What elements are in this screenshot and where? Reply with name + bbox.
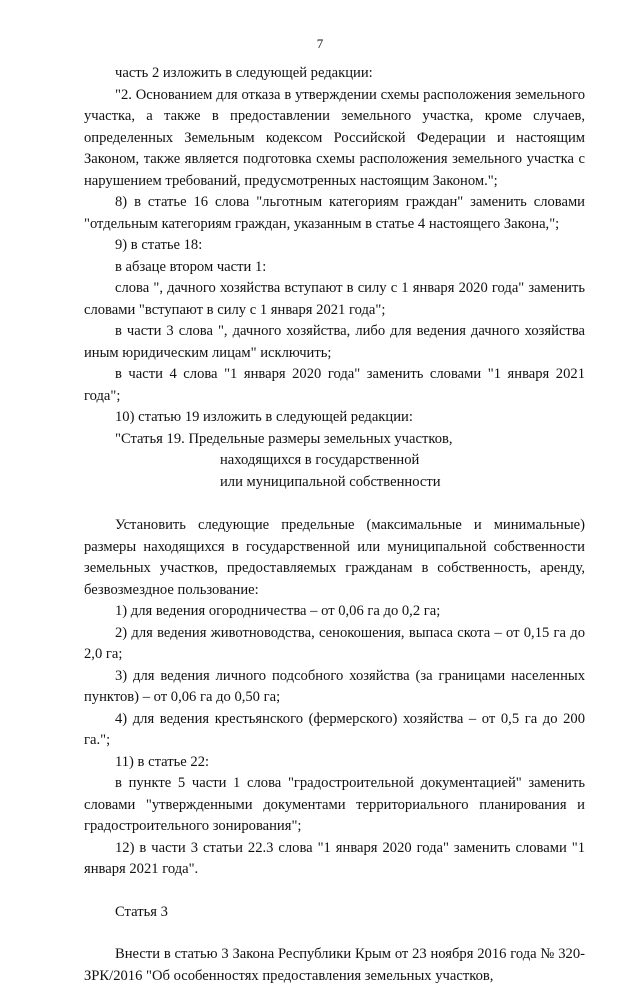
- paragraph: в абзаце втором части 1:: [115, 258, 267, 275]
- paragraph: в пункте 5 части 1 слова "градостроительной документацией" заменить словами "утвержденными документами территориального планирования и градостроительного зонирования";: [84, 775, 585, 834]
- article-heading-line: находящихся в государственной: [220, 452, 420, 468]
- paragraph: 3) для ведения личного подсобного хозяйства (за границами населенных пунктов) – от 0,06 га до 0,50 га;: [84, 667, 585, 705]
- paragraph: часть 2 изложить в следующей редакции:: [115, 65, 373, 81]
- paragraph: 12) в части 3 статьи 22.3 слова "1 января 2020 года" заменить словами "1 января 2021 года".: [84, 839, 585, 877]
- article-title: Статья 3: [115, 903, 168, 920]
- document-body: [84, 63, 585, 987]
- paragraph: "2. Основанием для отказа в утверждении схемы расположения земельного участка, а также в предоставлении земельного участка, кроме случаев, определенных Земельным кодексом Российской Федерации и настоящим Законом, также является подготовка схемы расположения земельного участка с нарушением требований, предусмотренных настоящим Законом.";: [84, 86, 585, 189]
- paragraph: 4) для ведения крестьянского (фермерского) хозяйства – от 0,5 га до 200 га.";: [84, 710, 585, 748]
- paragraph: 1) для ведения огородничества – от 0,06 га до 0,2 га;: [115, 603, 441, 619]
- article-heading-line: "Статья 19. Предельные размеры земельных участков,: [115, 430, 453, 447]
- paragraph: в части 4 слова "1 января 2020 года" заменить словами "1 января 2021 года";: [84, 366, 585, 404]
- article-heading-line: или муниципальной собственности: [220, 473, 441, 490]
- paragraph: 11) в статье 22:: [115, 753, 210, 770]
- paragraph: 10) статью 19 изложить в следующей редакции:: [115, 409, 413, 425]
- paragraph: 2) для ведения животноводства, сенокошения, выпаса скота – от 0,15 га до 2,0 га;: [84, 624, 585, 662]
- paragraph: Установить следующие предельные (максимальные и минимальные) размеры находящихся в государственной или муниципальной собственности земельных участков, предоставляемых гражданам в собственность, аренду, безвозмездное пользование:: [84, 517, 585, 598]
- paragraph: в части 3 слова ", дачного хозяйства, либо для ведения дачного хозяйства иным юридическим лицам" исключить;: [84, 323, 585, 361]
- article-heading: [84, 429, 585, 494]
- paragraph: слова ", дачного хозяйства вступают в силу с 1 января 2020 года" заменить словами "вступают в силу с 1 января 2021 года";: [84, 280, 585, 318]
- paragraph: Внести в статью 3 Закона Республики Крым от 23 ноября 2016 года № 320-ЗРК/2016 "Об особенностях предоставления земельных участков,: [84, 946, 585, 984]
- paragraph: 9) в статье 18:: [115, 237, 203, 253]
- page-number: 7: [316, 36, 324, 51]
- paragraph: 8) в статье 16 слова "льготным категориям граждан" заменить словами "отдельным категориям граждан, указанным в статье 4 настоящего Закона,";: [84, 194, 585, 232]
